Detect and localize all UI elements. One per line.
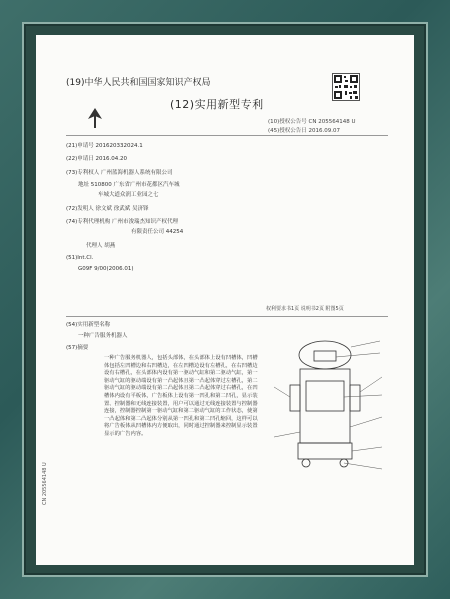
agent: 代理人 胡燕 — [86, 243, 116, 249]
header-divider — [66, 135, 388, 136]
application-number: (21)申请号 201620332024.1 — [66, 143, 143, 149]
title-label: (54)实用新型名称 — [66, 322, 111, 328]
publication-number: (10)授权公告号 CN 205564148 U — [268, 119, 356, 125]
abstract-divider — [66, 316, 388, 317]
agency-line-2: 有限责任公司 44254 — [131, 229, 184, 235]
patentee: (73)专利权人 广州蓝海机器人系统有限公司 — [66, 170, 173, 176]
abstract-label: (57)摘要 — [66, 345, 89, 351]
robot-drawing — [270, 337, 390, 497]
abstract-text: 一种广告服务机器人，包括头部体，在头部体上设有凹槽体，凹槽体包括左凹槽边和右凹槽边，在左凹槽边设有左槽孔，在右凹槽边设有右槽孔，在头部体内设有第一驱动气缸和第二驱动气缸，第一驱动气缸的驱动端设有第一凸起体且第一凸起体穿过左槽孔，第二驱动气缸的驱动端设有第二凸起体且第二凸起体穿过右槽孔，在凹槽体内设有平板体，广告板体上设有第一凹孔和第二凹孔，显示装置、控制器和无线连接装置，用户可以通过无线连接装置与控制器连接，控制器控制第一驱动气缸和第二驱动气缸的工作状态，使第一凸起体和第二凸起体分别从第一凹孔和第二凹孔缩回，这样可以将广告板体从凹槽体内方便取出，同时通过控制器来控制显示装置显示的广告内容。 — [104, 355, 258, 437]
address-line-2: 车城大道众润工业园之七 — [98, 192, 159, 198]
int-cl-label: (51)Int.Cl. — [66, 255, 94, 261]
document-kind-title: (12)实用新型专利 — [170, 98, 264, 111]
office-heading: (19)中华人民共和国国家知识产权局 — [66, 78, 211, 88]
int-cl-value: G09F 9/00(2006.01) — [78, 266, 134, 272]
inventors: (72)发明人 徐文斌 徐武斌 吴济锋 — [66, 206, 149, 212]
agency-line-1: (74)专利代理机构 广州市浚瑞杰知识产权代理 — [66, 219, 179, 225]
publication-date: (45)授权公告日 2016.09.07 — [268, 128, 341, 134]
address-line-1: 地址 510800 广东省广州市花都区汽车城 — [78, 182, 180, 188]
utility-model-title: 一种广告服务机器人 — [78, 333, 128, 339]
side-publication-id: CN 205564148 U — [42, 462, 48, 505]
patent-page — [36, 35, 414, 565]
page-counts: 权利要求书1页 说明书2页 附图5页 — [266, 306, 344, 312]
qr-code-icon — [332, 73, 360, 101]
patent-office-logo-icon — [86, 107, 104, 129]
filing-date: (22)申请日 2016.04.20 — [66, 156, 128, 162]
